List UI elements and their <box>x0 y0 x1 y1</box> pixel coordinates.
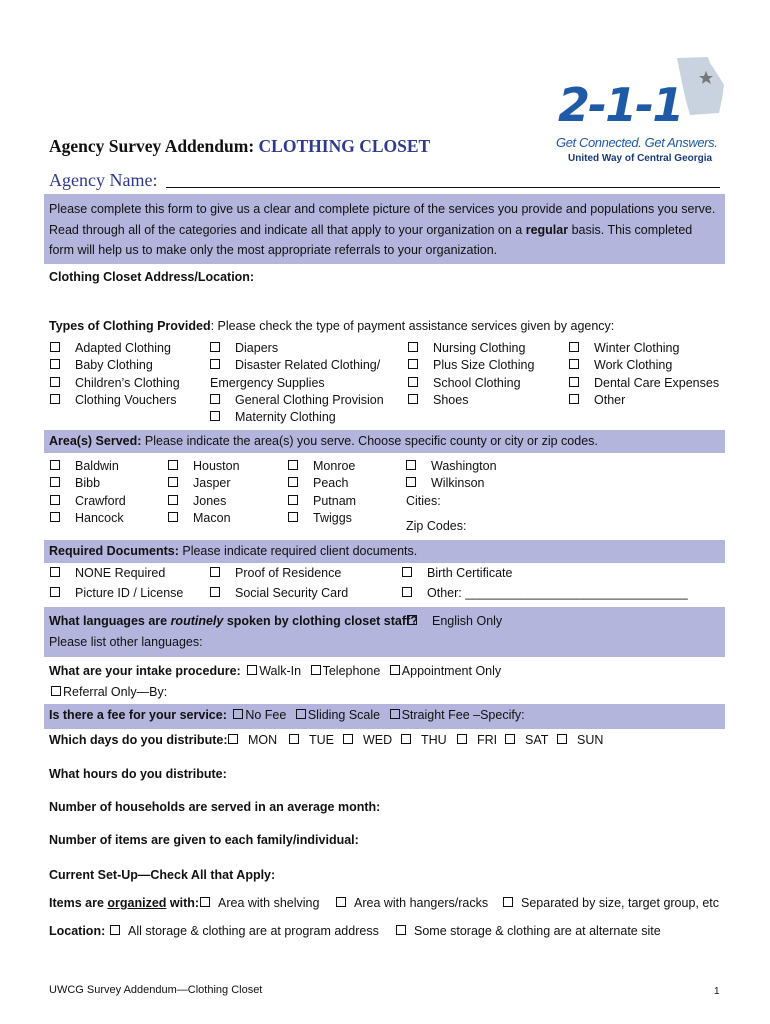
intro-text: Please complete this form to give us a clear and complete picture of the services you provide and populations you serve. Read through all of the categories and indicate all that apply to your organization on a regular basis. This completed form will help us to make only the most appropriate referrals to your organization. <box>49 202 716 257</box>
address-label: Clothing Closet Address/Location: <box>49 270 255 284</box>
setup-label: Current Set-Up—Check All that Apply: <box>49 868 276 882</box>
days-label: Which days do you distribute: <box>49 733 228 747</box>
intake-telephone[interactable]: Telephone <box>311 664 381 678</box>
loc-alternate[interactable]: Some storage & clothing are at alternate site <box>396 924 661 938</box>
type-vouchers[interactable]: Clothing Vouchers <box>50 393 176 407</box>
agency-name-field[interactable] <box>166 186 720 188</box>
type-diapers[interactable]: Diapers <box>210 341 278 355</box>
documents-label: Required Documents: Please indicate required client documents. <box>49 544 418 558</box>
fee-no-fee[interactable]: No Fee <box>233 708 286 722</box>
day-sat[interactable]: SAT <box>505 733 548 747</box>
doc-ssn[interactable]: Social Security Card <box>210 586 348 600</box>
items-label: Number of items are given to each family/individual: <box>49 833 359 847</box>
area-washington[interactable]: Washington <box>406 459 497 473</box>
households-label: Number of households are served in an average month: <box>49 800 381 814</box>
intake-walkin[interactable]: Walk-In <box>247 664 301 678</box>
title-highlight: CLOTHING CLOSET <box>258 136 431 156</box>
day-fri[interactable]: FRI <box>457 733 497 747</box>
loc-program[interactable]: All storage & clothing are at program address <box>110 924 379 938</box>
doc-other[interactable]: Other: ________________________________ <box>402 586 688 600</box>
doc-residence[interactable]: Proof of Residence <box>210 566 341 580</box>
type-shoes[interactable]: Shoes <box>408 393 468 407</box>
area-baldwin[interactable]: Baldwin <box>50 459 119 473</box>
languages-question: What languages are routinely spoken by clothing closet staff? <box>49 614 418 628</box>
area-macon[interactable]: Macon <box>168 511 231 525</box>
area-peach[interactable]: Peach <box>288 476 348 490</box>
area-putnam[interactable]: Putnam <box>288 494 356 508</box>
type-dental[interactable]: Dental Care Expenses <box>569 376 719 390</box>
lang-english-only[interactable]: English Only <box>407 614 502 628</box>
languages-list-label: Please list other languages: <box>49 635 203 649</box>
area-monroe[interactable]: Monroe <box>288 459 355 473</box>
fee-sliding[interactable]: Sliding Scale <box>296 708 380 722</box>
type-children[interactable]: Children’s Clothing <box>50 376 180 390</box>
area-hancock[interactable]: Hancock <box>50 511 124 525</box>
type-disaster[interactable]: Disaster Related Clothing/ <box>210 358 380 372</box>
fee-row: Is there a fee for your service: No Fee Sliding Scale Straight Fee –Specify: <box>49 708 525 722</box>
types-label: Types of Clothing Provided: Please check the type of payment assistance services given by agency: <box>49 319 615 333</box>
day-mon[interactable]: MON <box>228 733 277 747</box>
area-jasper[interactable]: Jasper <box>168 476 231 490</box>
doc-none[interactable]: NONE Required <box>50 566 165 580</box>
page-number: 1 <box>714 986 720 997</box>
type-other[interactable]: Other <box>569 393 625 407</box>
logo-tagline: Get Connected. Get Answers. <box>556 135 718 150</box>
org-shelving[interactable]: Area with shelving <box>200 896 319 910</box>
logo-org: United Way of Central Georgia <box>568 153 713 164</box>
area-crawford[interactable]: Crawford <box>50 494 126 508</box>
type-nursing[interactable]: Nursing Clothing <box>408 341 525 355</box>
logo-number: 2-1-1 <box>558 78 683 132</box>
day-sun[interactable]: SUN <box>557 733 603 747</box>
area-wilkinson[interactable]: Wilkinson <box>406 476 485 490</box>
cities-label: Cities: <box>406 494 441 508</box>
intake-appointment[interactable]: Appointment Only <box>390 664 501 678</box>
footer-text: UWCG Survey Addendum—Clothing Closet <box>49 984 263 996</box>
type-maternity[interactable]: Maternity Clothing <box>210 410 336 424</box>
intake-referral[interactable]: Referral Only—By: <box>51 685 167 699</box>
logo <box>552 55 727 170</box>
day-wed[interactable]: WED <box>343 733 392 747</box>
intake-row: What are your intake procedure: Walk-In Telephone Appointment Only <box>49 664 502 678</box>
areas-label: Area(s) Served: Please indicate the area(s) you serve. Choose specific county or city or zip codes. <box>49 434 598 448</box>
title-prefix: Agency Survey Addendum: <box>49 136 255 156</box>
type-work[interactable]: Work Clothing <box>569 358 672 372</box>
location-label: Location: <box>49 924 106 938</box>
type-adapted[interactable]: Adapted Clothing <box>50 341 171 355</box>
page-title <box>49 136 430 157</box>
type-plus[interactable]: Plus Size Clothing <box>408 358 534 372</box>
area-houston[interactable]: Houston <box>168 459 240 473</box>
agency-name-label: Agency Name: <box>49 170 158 190</box>
area-bibb[interactable]: Bibb <box>50 476 100 490</box>
day-thu[interactable]: THU <box>401 733 447 747</box>
fee-straight[interactable]: Straight Fee –Specify: <box>390 708 525 722</box>
day-tue[interactable]: TUE <box>289 733 334 747</box>
area-jones[interactable]: Jones <box>168 494 226 508</box>
doc-picture-id[interactable]: Picture ID / License <box>50 586 183 600</box>
type-disaster-2: Emergency Supplies <box>210 376 325 390</box>
doc-birth[interactable]: Birth Certificate <box>402 566 512 580</box>
org-separated[interactable]: Separated by size, target group, etc <box>503 896 719 910</box>
type-general[interactable]: General Clothing Provision <box>210 393 384 407</box>
zip-codes-label: Zip Codes: <box>406 519 467 533</box>
type-winter[interactable]: Winter Clothing <box>569 341 679 355</box>
hours-label: What hours do you distribute: <box>49 767 227 781</box>
area-twiggs[interactable]: Twiggs <box>288 511 352 525</box>
organized-label: Items are organized with: <box>49 896 200 910</box>
type-baby[interactable]: Baby Clothing <box>50 358 153 372</box>
org-hangers[interactable]: Area with hangers/racks <box>336 896 488 910</box>
type-school[interactable]: School Clothing <box>408 376 521 390</box>
